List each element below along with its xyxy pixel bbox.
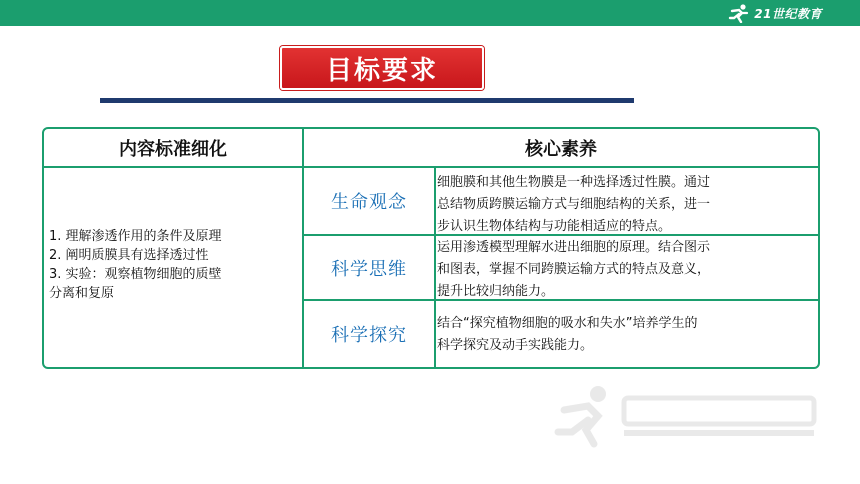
description-line: 结合“探究植物细胞的吸水和失水”培养学生的 [437,316,698,331]
standard-line: 1. 理解渗透作用的条件及原理 [49,229,222,244]
competency-description [437,172,815,238]
top-bar [0,0,860,26]
description-line: 科学探究及动手实践能力。 [437,338,594,353]
description-line: 步认识生物体结构与功能相适应的特点。 [437,219,672,234]
competency-description [437,313,815,357]
description-line: 总结物质跨膜运输方式与细胞结构的关系，进一 [437,197,711,212]
logo-text: 21世纪教育 [754,6,822,21]
brand-logo [728,2,822,24]
watermark-logo [550,380,830,450]
title-underline [100,98,634,103]
column-divider-2 [434,167,436,367]
standard-line: 2. 阐明质膜具有选择透过性 [49,248,209,263]
description-line: 和图表，掌握不同跨膜运输方式的特点及意义， [437,262,711,277]
competency-life-concept: 生命观念 [331,192,407,213]
competency-scientific-thinking: 科学思维 [331,258,407,280]
runner-icon [728,3,750,23]
description-line: 提升比较归纳能力。 [437,284,555,299]
header-core-competencies: 核心素养 [525,138,597,160]
objectives-table [42,127,820,369]
section-title: 目标要求 [325,55,438,86]
header-content-standards: 内容标准细化 [119,138,227,160]
section-title-box [280,46,484,90]
content-standards-cell [49,227,299,303]
standard-line: 分离和复原 [49,286,115,301]
competency-description [437,237,815,303]
competency-scientific-inquiry: 科学探究 [331,325,407,346]
description-line: 运用渗透模型理解水进出细胞的原理。结合图示 [437,240,711,255]
standard-line: 3. 实验：观察植物细胞的质壁 [49,267,222,282]
description-line: 细胞膜和其他生物膜是一种选择透过性膜。通过 [437,175,711,190]
